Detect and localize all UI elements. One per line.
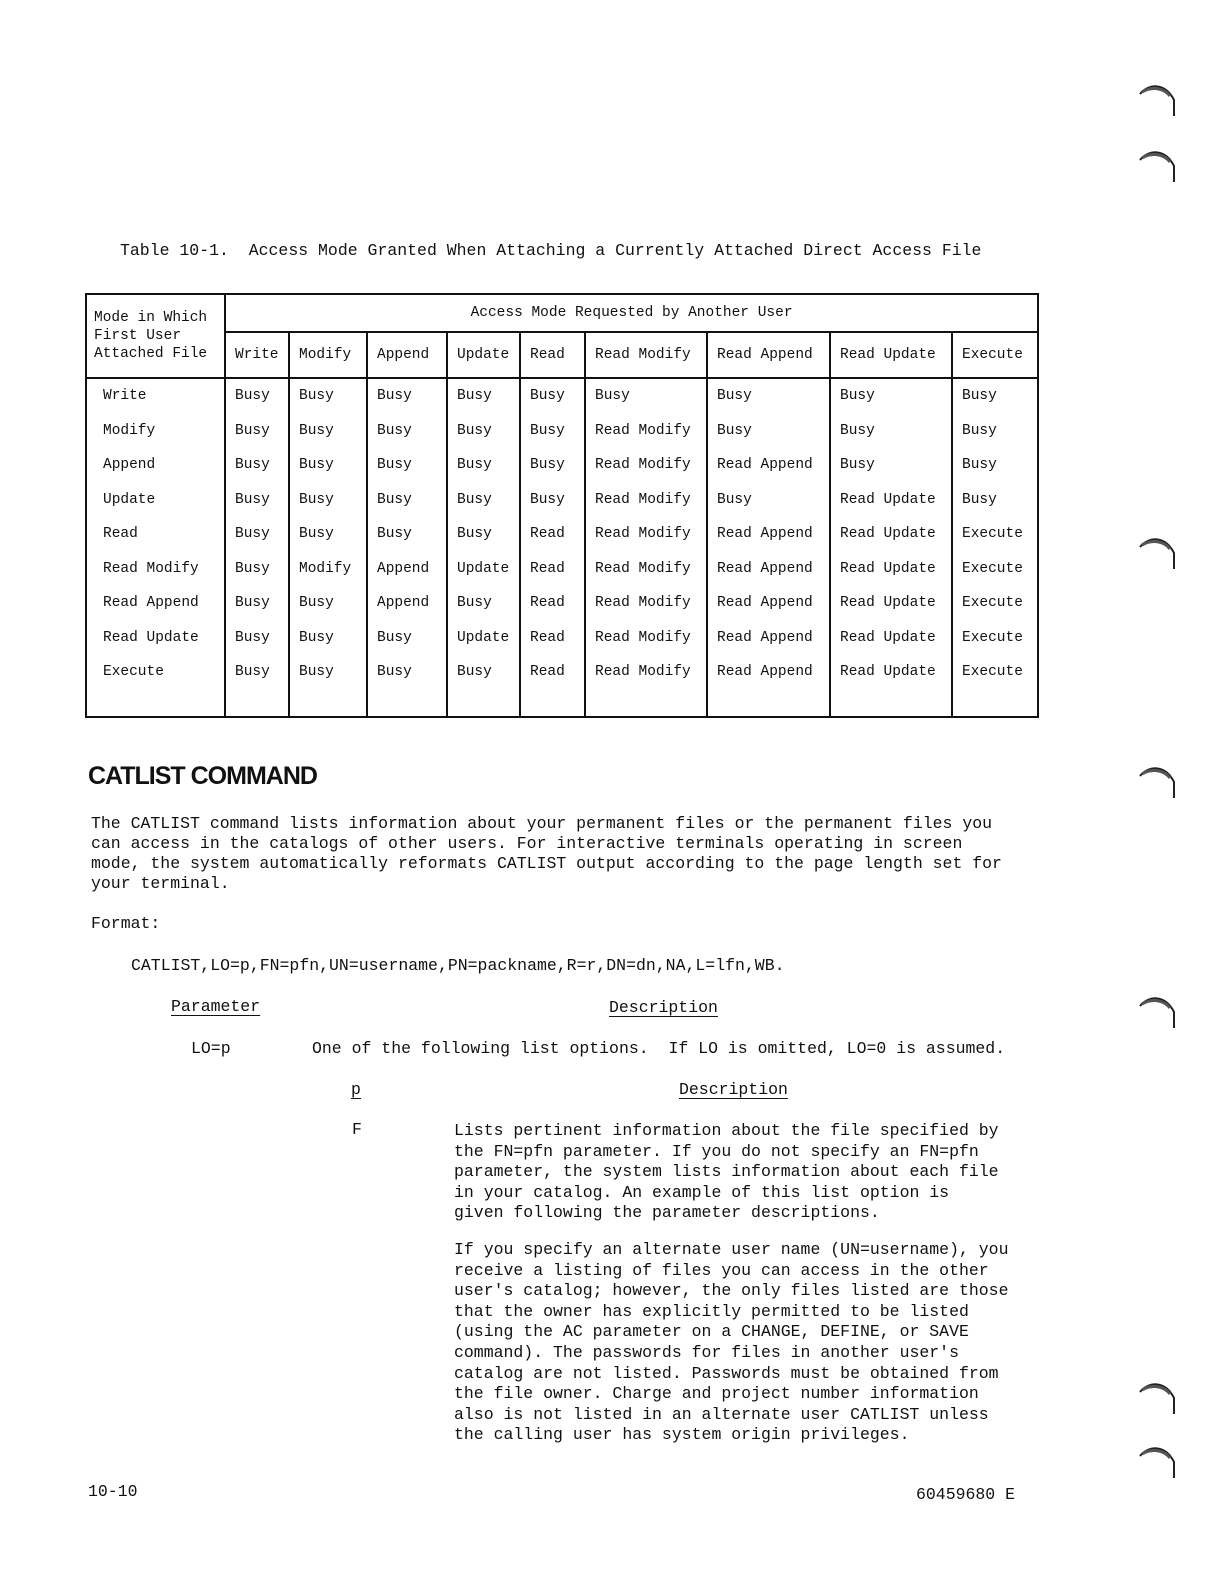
- table-spacer-cell: [447, 690, 520, 717]
- table-row: [86, 378, 1038, 414]
- table-cell: Read Append: [707, 517, 830, 552]
- table-spacer-cell: [225, 690, 289, 717]
- binder-hole-mark: [1136, 146, 1180, 188]
- table-cell: Busy: [585, 378, 707, 414]
- table-row: [86, 586, 1038, 621]
- table-body: [86, 378, 1038, 717]
- document-number: 60459680 E: [916, 1485, 1016, 1504]
- table-cell: Append: [367, 586, 447, 621]
- table-cell: Busy: [289, 517, 367, 552]
- table-cell: Read: [520, 621, 585, 656]
- table-cell: Busy: [952, 483, 1038, 518]
- table-cell: Execute: [952, 655, 1038, 690]
- table-cell: Read Append: [707, 448, 830, 483]
- column-header: Modify: [289, 332, 367, 378]
- table-cell: Read Update: [830, 586, 952, 621]
- table-cell: Update: [447, 552, 520, 587]
- intro-paragraph: The CATLIST command lists information about your permanent files or the permanent files you can access in the catalogs of other users. For interactive terminals operating in screen mode, the system automatically reformats CATLIST output according to the page length set for your terminal.: [91, 814, 1002, 893]
- table-cell: Read Update: [830, 517, 952, 552]
- table-cell: Read Update: [830, 655, 952, 690]
- table-cell: Read Modify: [585, 483, 707, 518]
- table-row: [86, 517, 1038, 552]
- table-cell: Busy: [707, 414, 830, 449]
- table-cell: Read Modify: [585, 621, 707, 656]
- table-cell: Busy: [830, 378, 952, 414]
- table-spacer-row: [86, 690, 1038, 717]
- table-cell: Busy: [952, 448, 1038, 483]
- table-cell: Busy: [225, 655, 289, 690]
- column-header: Append: [367, 332, 447, 378]
- table-cell: Read: [520, 655, 585, 690]
- binder-hole-mark: [1136, 80, 1180, 122]
- binder-hole-mark: [1136, 992, 1180, 1034]
- row-label: Execute: [86, 655, 225, 690]
- table-cell: Busy: [289, 378, 367, 414]
- table-cell: Busy: [225, 621, 289, 656]
- group-header: Access Mode Requested by Another User: [225, 294, 1038, 332]
- table-cell: Busy: [367, 414, 447, 449]
- table-spacer-cell: [585, 690, 707, 717]
- binder-hole-mark: [1136, 533, 1180, 575]
- table-cell: Busy: [289, 586, 367, 621]
- table-spacer-cell: [707, 690, 830, 717]
- column-header: Read Append: [707, 332, 830, 378]
- table-cell: Busy: [225, 483, 289, 518]
- binder-hole-mark: [1136, 1378, 1180, 1420]
- table-cell: Append: [367, 552, 447, 587]
- column-header: Read Modify: [585, 332, 707, 378]
- table-cell: Busy: [225, 448, 289, 483]
- column-header: Execute: [952, 332, 1038, 378]
- column-header: Update: [447, 332, 520, 378]
- table-cell: Read Modify: [585, 414, 707, 449]
- table-cell: Busy: [830, 414, 952, 449]
- table-spacer-cell: [86, 690, 225, 717]
- table-row: [86, 448, 1038, 483]
- p-description-header: Description: [679, 1080, 788, 1099]
- table-cell: Read Append: [707, 621, 830, 656]
- lo-description: One of the following list options. If LO is omitted, LO=0 is assumed.: [312, 1039, 1006, 1058]
- table-cell: Read Modify: [585, 448, 707, 483]
- table-cell: Busy: [367, 483, 447, 518]
- table-cell: Busy: [225, 414, 289, 449]
- corner-header: Mode in Which First User Attached File: [86, 294, 225, 378]
- format-syntax: CATLIST,LO=p,FN=pfn,UN=username,PN=packname,R=r,DN=dn,NA,L=lfn,WB.: [131, 956, 785, 975]
- f-description-paragraph-2: If you specify an alternate user name (UN=username), you receive a listing of files you can access in the other user's catalog; however, the only files listed are those that the owner has explicitly permitted to be listed (using the AC parameter on a CHANGE, DEFINE, or SAVE command). The passwords for files in another user's catalog are not listed. Passwords must be obtained from the file owner. Charge and project number information also is not listed in an alternate user CATLIST unless the calling user has system origin privileges.: [454, 1240, 1009, 1445]
- table-cell: Busy: [225, 586, 289, 621]
- lo-parameter: LO=p: [191, 1039, 231, 1058]
- table-cell: Busy: [447, 586, 520, 621]
- table-row: [86, 483, 1038, 518]
- row-label: Read Append: [86, 586, 225, 621]
- table-cell: Update: [447, 621, 520, 656]
- table-cell: Execute: [952, 586, 1038, 621]
- table-cell: Read Append: [707, 586, 830, 621]
- table-cell: Read Modify: [585, 586, 707, 621]
- description-header: Description: [609, 998, 718, 1017]
- table-cell: Read Update: [830, 552, 952, 587]
- binder-hole-mark: [1136, 762, 1180, 804]
- table-cell: Busy: [447, 517, 520, 552]
- table-spacer-cell: [830, 690, 952, 717]
- table-cell: Execute: [952, 621, 1038, 656]
- table-cell: Read: [520, 586, 585, 621]
- table-cell: Modify: [289, 552, 367, 587]
- table-row: [86, 621, 1038, 656]
- table-cell: Busy: [225, 517, 289, 552]
- row-label: Write: [86, 378, 225, 414]
- table-cell: Busy: [367, 378, 447, 414]
- table-cell: Busy: [367, 517, 447, 552]
- table-cell: Busy: [707, 483, 830, 518]
- table-cell: Busy: [520, 483, 585, 518]
- column-header: Read: [520, 332, 585, 378]
- table-spacer-cell: [520, 690, 585, 717]
- p-header: p: [351, 1080, 361, 1099]
- table-cell: Busy: [520, 448, 585, 483]
- f-option: F: [352, 1120, 362, 1139]
- parameter-header: Parameter: [171, 997, 261, 1016]
- table-cell: Read: [520, 517, 585, 552]
- table-cell: Busy: [520, 378, 585, 414]
- table-cell: Busy: [289, 448, 367, 483]
- table-cell: Busy: [447, 483, 520, 518]
- table-cell: Busy: [225, 378, 289, 414]
- table-cell: Read Update: [830, 483, 952, 518]
- row-label: Read Update: [86, 621, 225, 656]
- table-cell: Busy: [367, 655, 447, 690]
- table-cell: Busy: [289, 655, 367, 690]
- table-cell: Busy: [520, 414, 585, 449]
- table-row: [86, 414, 1038, 449]
- table-cell: Busy: [447, 378, 520, 414]
- table-row: [86, 655, 1038, 690]
- table-spacer-cell: [289, 690, 367, 717]
- table-cell: Busy: [367, 621, 447, 656]
- table-cell: Busy: [225, 552, 289, 587]
- access-mode-table: [85, 293, 1039, 718]
- row-label: Read Modify: [86, 552, 225, 587]
- row-label: Append: [86, 448, 225, 483]
- table-row: [86, 552, 1038, 587]
- row-label: Update: [86, 483, 225, 518]
- page-number: 10-10: [88, 1482, 138, 1501]
- binder-hole-mark: [1136, 1442, 1180, 1484]
- column-header: Read Update: [830, 332, 952, 378]
- table-spacer-cell: [952, 690, 1038, 717]
- table-cell: Read: [520, 552, 585, 587]
- table-cell: Read Append: [707, 552, 830, 587]
- table-cell: Busy: [447, 655, 520, 690]
- table-cell: Busy: [289, 483, 367, 518]
- table-cell: Busy: [830, 448, 952, 483]
- column-header-row: [86, 332, 1038, 378]
- format-label: Format:: [91, 914, 161, 933]
- table-cell: Read Update: [830, 621, 952, 656]
- column-header: Write: [225, 332, 289, 378]
- table-cell: Read Append: [707, 655, 830, 690]
- table-cell: Execute: [952, 517, 1038, 552]
- table-cell: Execute: [952, 552, 1038, 587]
- table-spacer-cell: [367, 690, 447, 717]
- row-label: Modify: [86, 414, 225, 449]
- f-description-paragraph-1: Lists pertinent information about the file specified by the FN=pfn parameter. If you do not specify an FN=pfn parameter, the system lists information about each file in your catalog. An example of this list option is given following the parameter descriptions.: [454, 1121, 999, 1222]
- table-title: Table 10-1. Access Mode Granted When Attaching a Currently Attached Direct Access File: [120, 241, 982, 260]
- table-cell: Busy: [952, 378, 1038, 414]
- section-title: CATLIST COMMAND: [88, 762, 317, 790]
- table-cell: Busy: [447, 414, 520, 449]
- table-cell: Busy: [289, 414, 367, 449]
- row-label: Read: [86, 517, 225, 552]
- table-cell: Busy: [367, 448, 447, 483]
- table-cell: Read Modify: [585, 655, 707, 690]
- table-cell: Busy: [707, 378, 830, 414]
- table-cell: Busy: [952, 414, 1038, 449]
- table-cell: Read Modify: [585, 552, 707, 587]
- table-cell: Busy: [447, 448, 520, 483]
- table-cell: Read Modify: [585, 517, 707, 552]
- table-cell: Busy: [289, 621, 367, 656]
